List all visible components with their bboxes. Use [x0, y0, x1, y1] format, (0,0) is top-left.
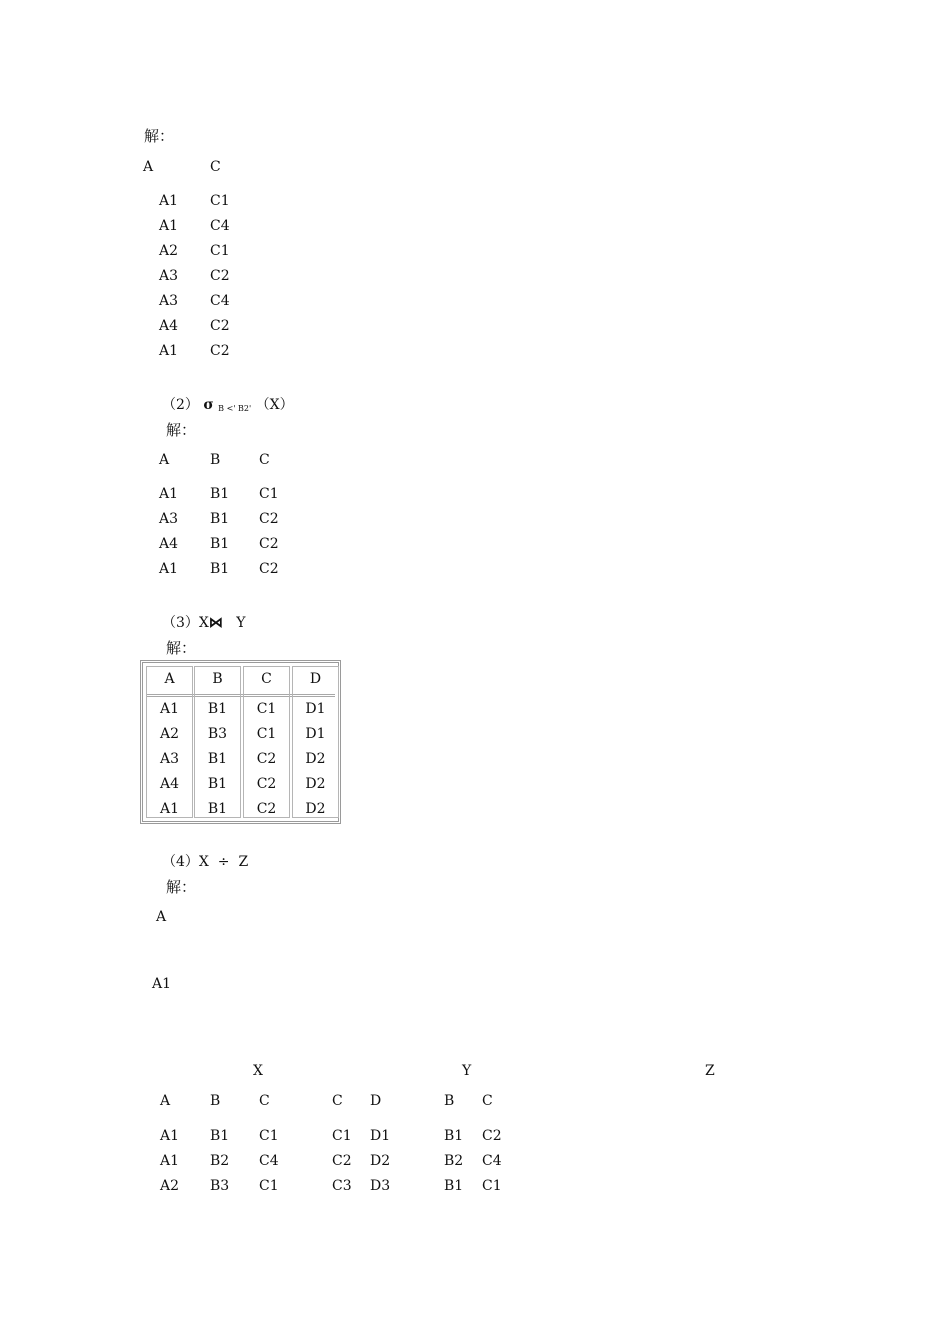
relation-z-cell: C2 — [482, 1128, 502, 1144]
p2-cell: C2 — [259, 561, 279, 577]
p4-header-a: A — [156, 909, 167, 925]
join-table-cell: B1 — [207, 801, 228, 817]
relation-x-cell: C1 — [259, 1128, 279, 1144]
relation-x-cell: C4 — [259, 1153, 279, 1169]
p3-number: （3） — [162, 615, 199, 631]
join-table-header: B — [212, 671, 223, 687]
p1-cell: C4 — [210, 293, 230, 309]
relation-y-header: C — [332, 1093, 343, 1109]
p2-cell: B1 — [210, 561, 230, 577]
relation-z-cell: C1 — [482, 1178, 502, 1194]
p4-question — [162, 854, 248, 870]
join-table-cell: B1 — [207, 776, 228, 792]
join-table-header: D — [309, 671, 322, 687]
p3-right: Y — [236, 615, 246, 631]
p2-subscript: B <' B2' — [218, 404, 252, 413]
answer-label-4: 解： — [166, 878, 197, 896]
p1-cell: A3 — [159, 268, 179, 284]
p2-number: （2） — [162, 397, 199, 413]
p1-header-a: A — [143, 159, 154, 175]
join-table-cell: D2 — [305, 776, 326, 792]
p1-cell: A2 — [159, 243, 179, 259]
join-table-cell: B1 — [207, 701, 228, 717]
relation-x-header: C — [259, 1093, 270, 1109]
join-table-cell: C2 — [256, 776, 277, 792]
join-table-cell: C2 — [256, 751, 277, 767]
p1-header-c: C — [210, 159, 221, 175]
division-icon: ÷ — [217, 854, 230, 870]
join-table-header: A — [164, 671, 175, 687]
relation-y-header: D — [370, 1093, 382, 1109]
p1-cell: C2 — [210, 343, 230, 359]
relation-y-cell: D1 — [370, 1128, 391, 1144]
join-table-column — [194, 666, 241, 818]
p2-cell: C2 — [259, 511, 279, 527]
p3-left: X — [198, 615, 209, 631]
join-table-cell: A1 — [159, 701, 180, 717]
join-table-cell: B3 — [207, 726, 228, 742]
join-table-cell: D2 — [305, 801, 326, 817]
answer-label-1: 解： — [144, 127, 175, 145]
p1-cell: C1 — [210, 243, 230, 259]
p2-header: C — [259, 452, 270, 468]
p3-question — [162, 615, 246, 631]
join-table-cell: B1 — [207, 751, 228, 767]
answer-label-3: 解： — [166, 639, 197, 657]
join-table-cell: D1 — [305, 701, 326, 717]
join-table-cell: D1 — [305, 726, 326, 742]
p2-cell: A4 — [159, 536, 179, 552]
relation-x-header: B — [210, 1093, 221, 1109]
join-table-cell: C1 — [256, 701, 277, 717]
join-table-cell: A2 — [159, 726, 180, 742]
relation-x-cell: A2 — [160, 1178, 180, 1194]
relation-z-cell: B1 — [444, 1178, 464, 1194]
relation-y-cell: D3 — [370, 1178, 391, 1194]
join-table-cell: A4 — [159, 776, 180, 792]
relation-x-cell: A1 — [160, 1153, 180, 1169]
relation-y-cell: D2 — [370, 1153, 391, 1169]
p1-cell: A1 — [159, 343, 179, 359]
join-table-cell: A3 — [159, 751, 180, 767]
p1-cell: A1 — [159, 218, 179, 234]
p2-cell: A3 — [159, 511, 179, 527]
p1-cell: C2 — [210, 268, 230, 284]
p2-cell: B1 — [210, 486, 230, 502]
p4-number: （4） — [162, 854, 199, 870]
join-table-cell: C1 — [256, 726, 277, 742]
p1-cell: A4 — [159, 318, 179, 334]
relation-x-cell: B1 — [210, 1128, 230, 1144]
p1-cell: C2 — [210, 318, 230, 334]
join-table-cell: D2 — [305, 751, 326, 767]
p1-cell: C1 — [210, 193, 230, 209]
p2-cell: B1 — [210, 511, 230, 527]
relation-z-cell: B1 — [444, 1128, 464, 1144]
p2-operand: （X） — [255, 397, 294, 413]
relation-z-cell: B2 — [444, 1153, 464, 1169]
p2-cell: C1 — [259, 486, 279, 502]
p1-cell: A3 — [159, 293, 179, 309]
p2-cell: A1 — [159, 561, 179, 577]
join-table-column — [243, 666, 290, 818]
join-table-column — [146, 666, 193, 818]
join-table-cell: C2 — [256, 801, 277, 817]
join-table-column — [292, 666, 339, 818]
join-icon: ⋈ — [208, 615, 223, 631]
relation-z-header: B — [444, 1093, 455, 1109]
relation-x-cell: A1 — [160, 1128, 180, 1144]
relation-x-cell: B3 — [210, 1178, 230, 1194]
p4-left: X — [198, 854, 209, 870]
relation-x-cell: B2 — [210, 1153, 230, 1169]
p1-cell: C4 — [210, 218, 230, 234]
p1-cell: A1 — [159, 193, 179, 209]
relation-z-title: Z — [705, 1063, 715, 1079]
relation-y-cell: C3 — [332, 1178, 352, 1194]
relation-x-cell: C1 — [259, 1178, 279, 1194]
sigma-symbol: σ — [203, 397, 214, 413]
join-table-cell: A1 — [159, 801, 180, 817]
p2-header: A — [159, 452, 170, 468]
join-result-table — [140, 660, 341, 824]
relation-y-title: Y — [462, 1063, 472, 1079]
p2-question — [162, 397, 294, 415]
p4-right: Z — [238, 854, 249, 870]
p2-cell: C2 — [259, 536, 279, 552]
p4-value: A1 — [152, 976, 172, 992]
relation-z-header: C — [482, 1093, 493, 1109]
p2-cell: B1 — [210, 536, 230, 552]
relation-x-header: A — [160, 1093, 171, 1109]
relation-y-cell: C2 — [332, 1153, 352, 1169]
p2-cell: A1 — [159, 486, 179, 502]
relation-y-cell: C1 — [332, 1128, 352, 1144]
join-table-header: C — [261, 671, 272, 687]
p2-header: B — [210, 452, 221, 468]
answer-label-2: 解： — [166, 421, 197, 439]
relation-x-title: X — [253, 1063, 263, 1079]
relation-z-cell: C4 — [482, 1153, 502, 1169]
